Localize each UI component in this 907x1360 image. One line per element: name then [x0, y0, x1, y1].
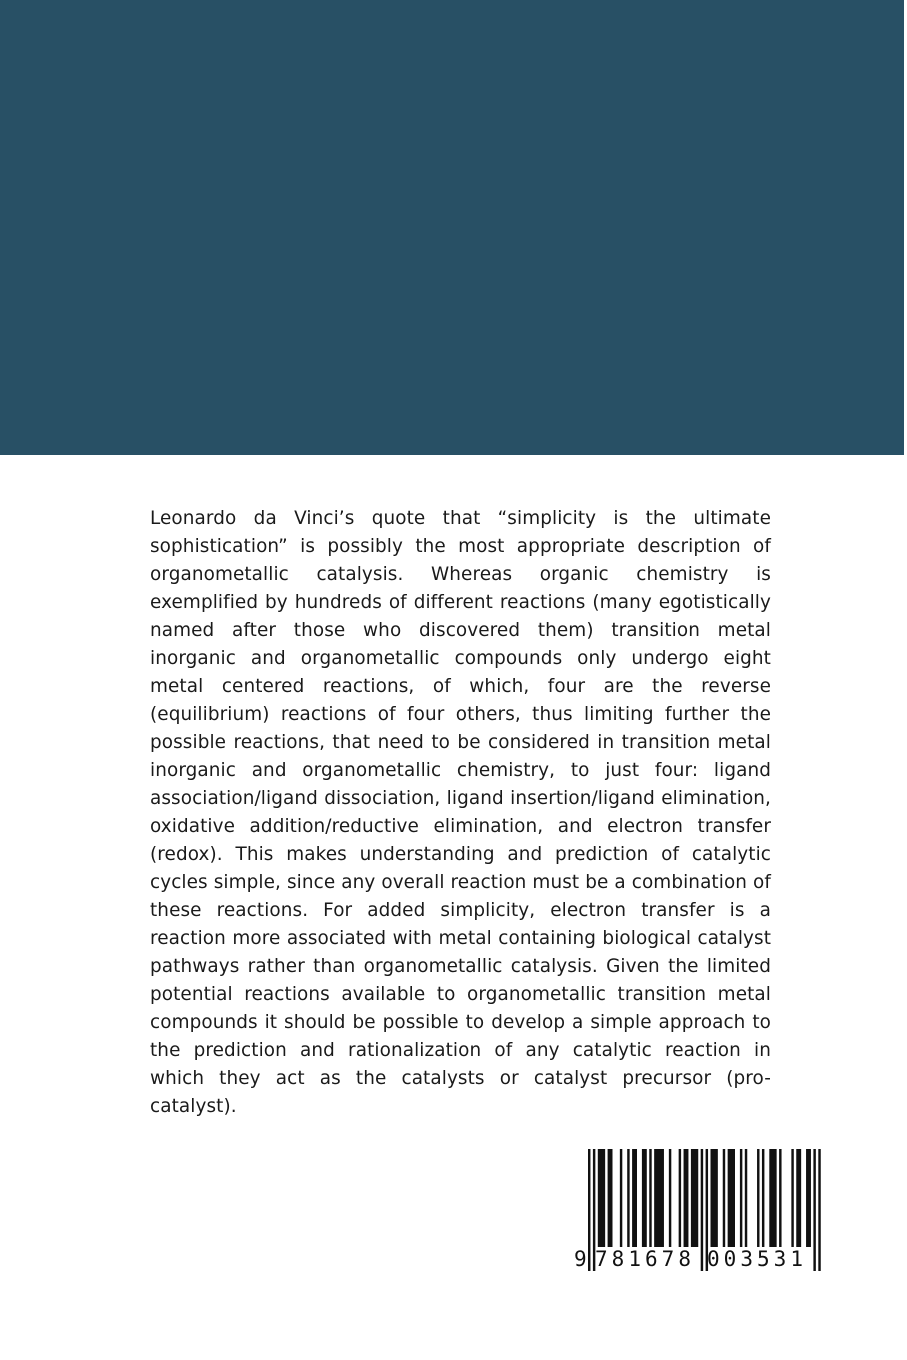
barcode-bar	[757, 1149, 759, 1247]
isbn-barcode	[568, 1147, 828, 1275]
barcode-bar	[691, 1149, 698, 1247]
barcode-bar	[762, 1149, 764, 1247]
barcode-bar	[684, 1149, 689, 1247]
barcode-graphic	[568, 1147, 828, 1275]
barcode-bar	[728, 1149, 735, 1247]
barcode-left-group: 781678	[595, 1247, 691, 1271]
barcode-guard-bar	[818, 1149, 820, 1271]
barcode-bar	[642, 1149, 647, 1247]
barcode-bar	[669, 1149, 671, 1247]
barcode-bar	[649, 1149, 651, 1247]
barcode-bar	[723, 1149, 725, 1247]
barcode-guard-bar	[588, 1149, 590, 1271]
barcode-bar	[632, 1149, 637, 1247]
barcode-bar	[791, 1149, 793, 1247]
barcode-bar	[769, 1149, 776, 1247]
barcode-bar	[598, 1149, 605, 1247]
barcode-bar	[796, 1149, 801, 1247]
barcode-bar	[608, 1149, 613, 1247]
barcode-bar	[620, 1149, 622, 1247]
barcode-bar	[654, 1149, 664, 1247]
barcode-guard-bar	[813, 1149, 815, 1271]
barcode-bar	[627, 1149, 629, 1247]
barcode-bar	[711, 1149, 718, 1247]
barcode-bar	[745, 1149, 747, 1247]
barcode-bar	[806, 1149, 811, 1247]
barcode-bar	[779, 1149, 781, 1247]
barcode-bar	[740, 1149, 742, 1247]
back-cover-blurb: Leonardo da Vinci’s quote that “simplicity is the ultimate sophistication” is possibly the most appropriate description of organometallic catalysis. Whereas organic chemistry is exemplified by hundreds of different reactions (many egotistically named after those who discovered them) transition metal inorganic and organometallic compounds only undergo eight metal centered reactions, of which, four are the reverse (equilibrium) reactions of four others, thus limiting further the possible reactions, that need to be considered in transition metal inorganic and organometallic chemistry, to just four: ligand association/ligand dissociation, ligand insertion/ligand elimination, oxidative addition/reductive elimination, and electron transfer (redox). This makes understanding and prediction of catalytic cycles simple, since any overall reaction must be a combination of these reactions. For added simplicity, electron transfer is a reaction more associated with metal containing biological catalyst pathways rather than organometallic catalysis. Given the limited potential reactions available to organometallic transition metal compounds it should be possible to develop a simple approach to the prediction and rationalization of any catalytic reaction in which they act as the catalysts or catalyst precursor (pro-catalyst).	[150, 508, 771, 1117]
barcode-guard-bar	[701, 1149, 703, 1271]
barcode-right-group: 003531	[707, 1247, 803, 1271]
barcode-bar	[679, 1149, 681, 1247]
barcode-leading-digit: 9	[574, 1247, 587, 1271]
cover-color-band	[0, 0, 904, 455]
